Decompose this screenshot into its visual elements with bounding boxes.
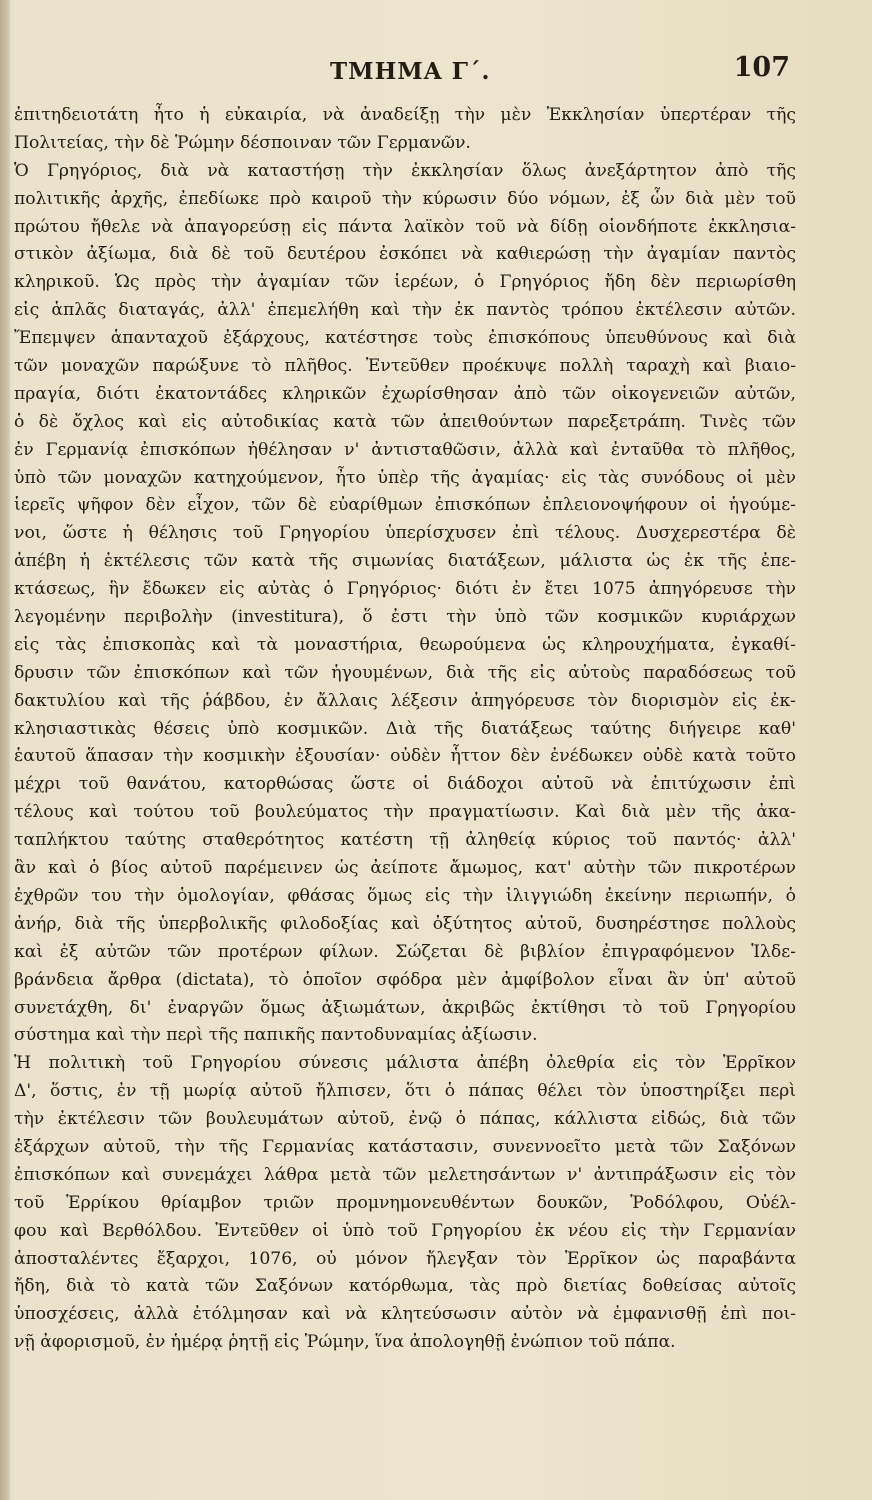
text-line: εἰς ἁπλᾶς διαταγάς, ἀλλ' ἐπεμελήθη καὶ τὴν ἐκ παντὸς τρόπου ἐκτέλεσιν αὐτῶν. — [14, 300, 796, 321]
text-line: Ἔπεμψεν ἁπανταχοῦ ἐξάρχους, κατέστησε τοὺς ἐπισκόπους ὑπευθύνους καὶ διὰ — [14, 328, 796, 349]
text-line: ὑποσχέσεις, ἀλλὰ ἐτόλμησαν καὶ νὰ κλητεύσωσιν αὐτὸν νὰ ἐμφανισθῇ ἐπὶ ποι- — [14, 1304, 796, 1325]
text-line: μέχρι τοῦ θανάτου, κατορθώσας ὥστε οἱ διάδοχοι αὐτοῦ νὰ ἐπιτύχωσιν ἐπὶ — [14, 774, 796, 795]
running-head: ΤΜΗΜΑ Γ΄. — [330, 58, 491, 85]
text-line: τέλους καὶ τούτου τοῦ βουλεύματος τὴν πραγματίωσιν. Καὶ διὰ μὲν τῆς ἀκα- — [14, 802, 796, 823]
text-line: τῶν μοναχῶν παρώξυνε τὸ πλῆθος. Ἐντεῦθεν προέκυψε πολλὴ ταραχὴ καὶ βιαιο- — [14, 356, 796, 377]
text-line: δακτυλίου καὶ τῆς ῥάβδου, ἐν ἄλλαις λέξεσιν ἀπηγόρευσε τὸν διορισμὸν εἰς ἐκ- — [14, 690, 796, 711]
text-line: φου καὶ Βερθόλδου. Ἐντεῦθεν οἱ ὑπὸ τοῦ Γρηγορίου ἐκ νέου εἰς τὴν Γερμανίαν — [14, 1220, 796, 1241]
text-line: Δ', ὅστις, ἐν τῇ μωρίᾳ αὐτοῦ ἤλπισεν, ὅτι ὁ πάπας θέλει τὸν ὑποστηρίξει περὶ — [14, 1081, 796, 1102]
page-header — [0, 52, 872, 92]
text-line: ἐπισκόπων καὶ συνεμάχει λάθρα μετὰ τῶν μελετησάντων ν' ἀντιπράξωσιν εἰς τὸν — [14, 1164, 796, 1185]
text-line: πραγία, διότι ἑκατοντάδες κληρικῶν ἐχωρίσθησαν ἀπὸ τῶν οἰκογενειῶν αὐτῶν, — [14, 383, 796, 404]
text-line: ἤδη, διὰ τὸ κατὰ τῶν Σαξόνων κατόρθωμα, τὰς πρὸ διετίας δοθείσας αὐτοῖς — [14, 1276, 796, 1297]
text-line: ὑπὸ τῶν μοναχῶν κατηχούμενον, ἦτο ὑπὲρ τῆς ἀγαμίας· εἰς τὰς συνόδους οἱ μὲν — [14, 467, 796, 488]
text-line: νῇ ἀφορισμοῦ, ἐν ἡμέρᾳ ῥητῇ εἰς Ῥώμην, ἵνα ἀπολογηθῇ ἐνώπιον τοῦ πάπα. — [14, 1332, 676, 1353]
text-line: ἑαυτοῦ ἅπασαν τὴν κοσμικὴν ἐξουσίαν· οὐδὲν ἧττον δὲν ἐνέδωκεν οὐδὲ κατὰ τοῦτο — [14, 746, 796, 767]
text-line: Ὁ Γρηγόριος, διὰ νὰ καταστήσῃ τὴν ἐκκλησίαν ὅλως ἀνεξάρτητον ἀπὸ τῆς — [14, 160, 796, 181]
text-line: ἀνήρ, διὰ τῆς ὑπερβολικῆς φιλοδοξίας καὶ ὀξύτητος αὐτοῦ, δυσηρέστησε πολλοὺς — [14, 913, 796, 934]
page-number: 107 — [733, 52, 790, 83]
paragraph — [14, 102, 796, 158]
paragraph — [14, 1050, 796, 1357]
text-line: λεγομένην περιβολὴν (investitura), ὅ ἐστι τὴν ὑπὸ τῶν κοσμικῶν κυριάρχων — [14, 607, 796, 628]
text-line: ἐχθρῶν του τὴν ὁμολογίαν, φθάσας ὅμως εἰς τὴν ἰλιγγιώδη ἐκείνην περιωπήν, ὁ — [14, 885, 796, 906]
text-line: στικὸν ἀξίωμα, διὰ δὲ τοῦ δευτέρου ἐσκόπει νὰ καθιερώσῃ τὴν ἀγαμίαν παντὸς — [14, 244, 796, 265]
text-line: Ἡ πολιτικὴ τοῦ Γρηγορίου σύνεσις μάλιστα ἀπέβη ὀλεθρία εἰς τὸν Ἑρρῖκον — [14, 1053, 796, 1074]
text-line: πρώτου ἤθελε νὰ ἀπαγορεύσῃ εἰς πάντα λαϊκὸν τοῦ νὰ δίδῃ οἱονδήποτε ἐκκλησια- — [14, 216, 796, 237]
text-line: ἐξάρχων αὐτοῦ, τὴν τῆς Γερμανίας κατάστασιν, συνεννοεῖτο μετὰ τῶν Σαξόνων — [14, 1136, 796, 1157]
text-line: ἀποσταλέντες ἔξαρχοι, 1076, οὐ μόνον ἤλεγξαν τὸν Ἑρρῖκον ὡς παραβάντα — [14, 1248, 796, 1269]
text-line: ἂν καὶ ὁ βίος αὐτοῦ παρέμεινεν ὡς ἀείποτε ἄμωμος, κατ' αὐτὴν τῶν πικροτέρων — [14, 858, 796, 879]
text-line: ὁ δὲ ὄχλος καὶ εἰς αὐτοδικίας κατὰ τῶν ἀπειθούντων παρεξετράπη. Τινὲς τῶν — [14, 411, 796, 432]
page-gutter — [0, 0, 10, 1500]
text-line: συνετάχθη, δι' ἐναργῶν ὅμως ἀξιωμάτων, ἀκριβῶς ἐκτίθησι τὸ τοῦ Γρηγορίου — [14, 997, 796, 1018]
text-line: τὴν ἐκτέλεσιν τῶν βουλευμάτων αὐτοῦ, ἐνῷ ὁ πάπας, κάλλιστα εἰδώς, διὰ τῶν — [14, 1109, 796, 1130]
text-line: πολιτικῆς ἀρχῆς, ἐπεδίωκε πρὸ καιροῦ τὴν κύρωσιν δύο νόμων, ἐξ ὧν διὰ μὲν τοῦ — [14, 188, 796, 209]
text-line: κλησιαστικὰς θέσεις ὑπὸ κοσμικῶν. Διὰ τῆς διατάξεως ταύτης διήγειρε καθ' — [14, 718, 796, 739]
text-line: κτάσεως, ἣν ἔδωκεν εἰς αὐτὰς ὁ Γρηγόριος· διότι ἐν ἔτει 1075 ἀπηγόρευσε τὴν — [14, 579, 796, 600]
text-line: νοι, ὥστε ἡ θέλησις τοῦ Γρηγορίου ὑπερίσχυσεν ἐπὶ τέλους. Δυσχερεστέρα δὲ — [14, 523, 796, 544]
body-text — [14, 102, 796, 1357]
text-line: ἐν Γερμανίᾳ ἐπισκόπων ἠθέλησαν ν' ἀντισταθῶσιν, ἀλλὰ καὶ ἐνταῦθα τὸ πλῆθος, — [14, 439, 796, 460]
paragraph — [14, 158, 796, 1051]
text-line: Πολιτείας, τὴν δὲ Ῥώμην δέσποιναν τῶν Γερμανῶν. — [14, 132, 471, 153]
text-line: ἀπέβη ἡ ἐκτέλεσις τῶν κατὰ τῆς σιμωνίας διατάξεων, μάλιστα ὡς ἐκ τῆς ἐπε- — [14, 551, 796, 572]
text-line: ἐπιτηδειοτάτη ἦτο ἡ εὐκαιρία, νὰ ἀναδείξῃ τὴν μὲν Ἐκκλησίαν ὑπερτέραν τῆς — [14, 105, 796, 125]
text-line: ταπλήκτου ταύτης σταθερότητος κατέστη τῇ ἀληθείᾳ κύριος τοῦ παντός· ἀλλ' — [14, 830, 796, 851]
text-line: καὶ ἐξ αὐτῶν τῶν προτέρων φίλων. Σώζεται δὲ βιβλίον ἐπιγραφόμενον Ἱλδε- — [14, 941, 796, 962]
text-line: τοῦ Ἑρρίκου θρίαμβον τριῶν προμνημονευθέντων δουκῶν, Ῥοδόλφου, Οὐέλ- — [14, 1192, 796, 1213]
text-line: εἰς τὰς ἐπισκοπὰς καὶ τὰ μοναστήρια, θεωρούμενα ὡς κληρουχήματα, ἐγκαθί- — [14, 634, 796, 655]
text-line: βράνδεια ἄρθρα (dictata), τὸ ὁποῖον σφόδρα μὲν ἀμφίβολον εἶναι ἂν ὑπ' αὐτοῦ — [14, 969, 796, 990]
text-line: ἱερεῖς ψῆφον δὲν εἶχον, τῶν δὲ εὐαρίθμων ἐπισκόπων ἐπλειονοψήφουν οἱ ἡγούμε- — [14, 495, 796, 516]
text-line: σύστημα καὶ τὴν περὶ τῆς παπικῆς παντοδυναμίας ἀξίωσιν. — [14, 1025, 538, 1046]
text-line: κληρικοῦ. Ὡς πρὸς τὴν ἀγαμίαν τῶν ἱερέων, ὁ Γρηγόριος ἤδη δὲν περιωρίσθη — [14, 272, 796, 293]
text-line: δρυσιν τῶν ἐπισκόπων καὶ τῶν ἡγουμένων, διὰ τῆς εἰς αὐτοὺς παραδόσεως τοῦ — [14, 662, 796, 683]
